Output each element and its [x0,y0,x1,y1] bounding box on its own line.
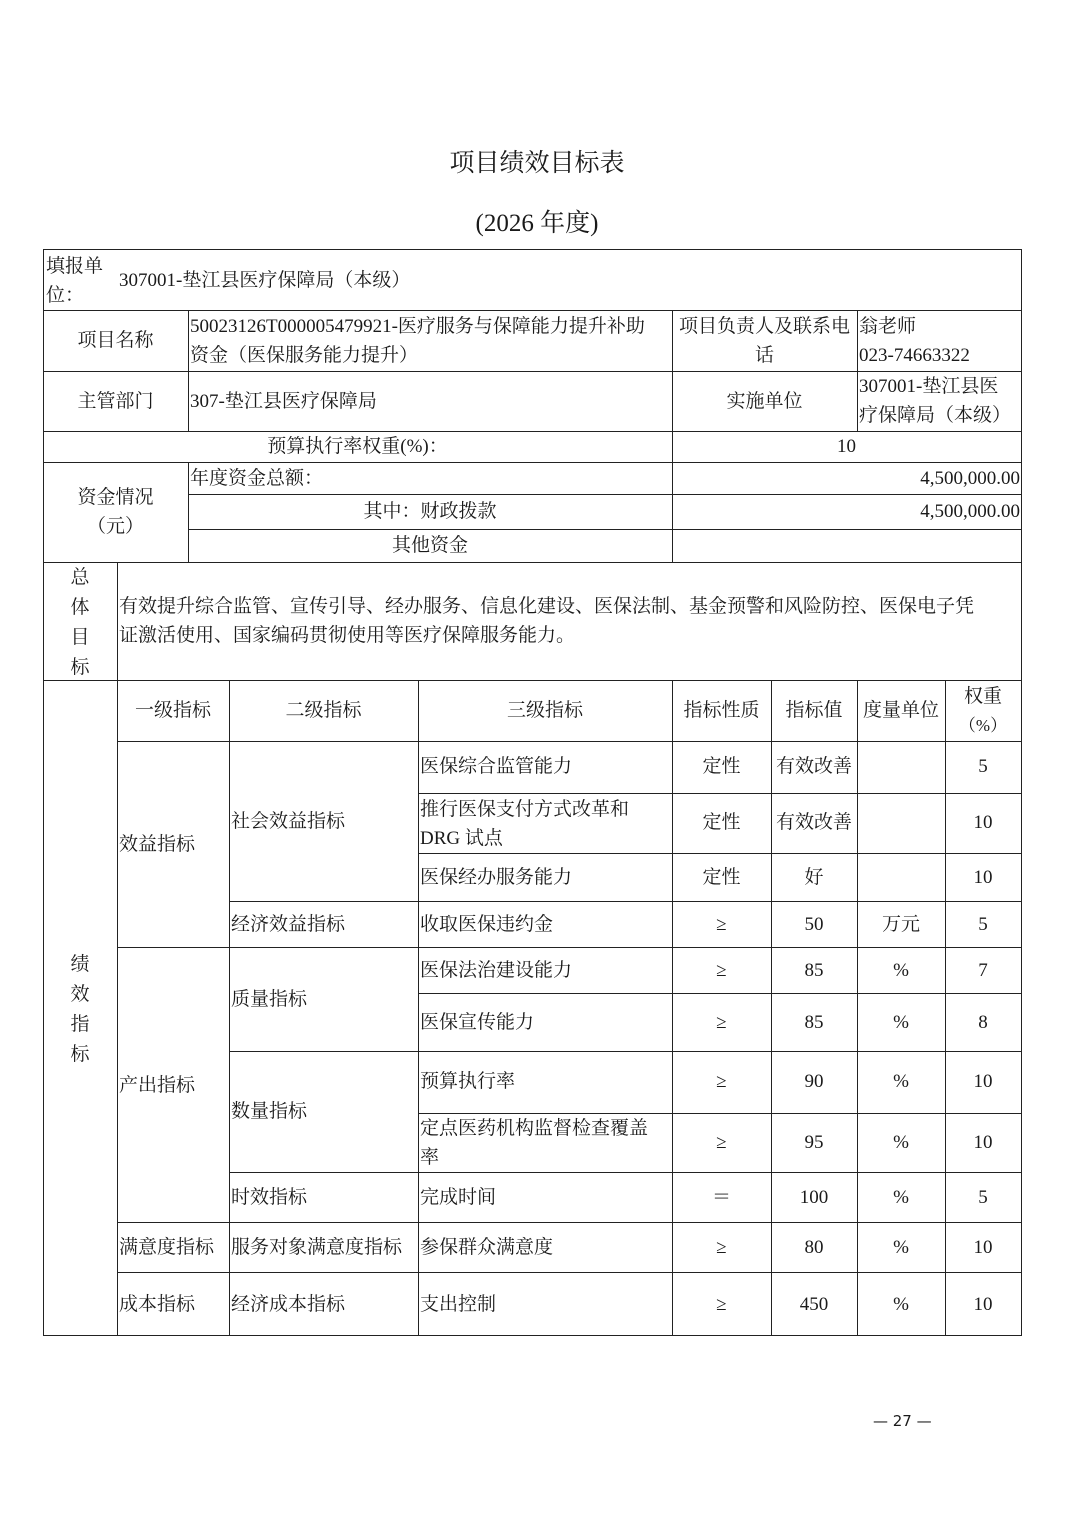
dept-label: 主管部门 [77,391,154,412]
impl-unit-label: 实施单位 [726,391,803,412]
level3-cell: 推行医保支付方式改革和 [420,799,630,820]
nature-cell: ≥ [716,1132,727,1153]
nature-cell: ＝ [711,1187,731,1208]
reporting-unit-label-2: 位： [46,285,85,306]
value-cell: 好 [804,867,824,888]
value-cell: 100 [799,1187,829,1208]
unit-cell: % [893,1237,909,1258]
unit-cell: % [893,960,909,981]
level1-group: 产出指标 [119,1075,196,1096]
unit-cell: % [893,1294,909,1315]
unit-cell: % [893,1071,909,1092]
funds-label: 资金情况 [77,487,154,508]
unit-cell: 万元 [881,914,920,935]
value-cell: 450 [799,1294,829,1315]
indicators-label: 绩 效 指 标 [70,954,90,1065]
weight-cell: 5 [978,756,988,777]
budget-weight-value: 10 [837,436,856,457]
nature-cell: 定性 [702,867,741,888]
funds-row-value: 4,500,000.00 [920,501,1020,522]
funds-row-label: 年度资金总额： [190,468,324,489]
weight-cell: 7 [978,960,988,981]
level2-group: 经济成本指标 [231,1294,346,1315]
level2-group: 经济效益指标 [231,914,346,935]
level1-group: 成本指标 [119,1294,196,1315]
col-header-level1: 一级指标 [134,700,211,721]
col-header-unit: 度量单位 [862,700,939,721]
value-cell: 80 [804,1237,824,1258]
project-name-label: 项目名称 [77,330,154,351]
weight-cell: 10 [973,867,993,888]
col-header-weight: 权重 [963,686,1002,707]
funds-row-value: 4,500,000.00 [920,468,1020,489]
funds-label-unit: （元） [86,516,144,537]
level3-cell: 完成时间 [420,1187,497,1208]
col-header-level2: 二级指标 [285,700,362,721]
col-header-weight-unit: （%） [958,716,1008,735]
dept-value: 307-垫江县医疗保障局 [190,391,377,412]
level2-group: 社会效益指标 [231,811,346,832]
value-cell: 90 [804,1071,824,1092]
nature-cell: ≥ [716,1294,727,1315]
nature-cell: 定性 [702,812,741,833]
budget-weight-label: 预算执行率权重(%)： [267,436,448,457]
project-name-value-2: 资金（医保服务能力提升） [190,345,419,366]
weight-cell: 8 [978,1012,988,1033]
impl-unit-value: 307001-垫江县医 [859,376,999,397]
contact-name: 翁老师 [859,316,917,337]
level3-cell: 医保宣传能力 [420,1012,535,1033]
weight-cell: 10 [973,1294,993,1315]
nature-cell: ≥ [716,1071,727,1092]
goal-text: 有效提升综合监管、宣传引导、经办服务、信息化建设、医保法制、基金预警和风险防控、医保电子凭 [119,596,975,617]
level3-cell: 参保群众满意度 [420,1237,554,1258]
level3-cell: 定点医药机构监督检查覆盖 [420,1118,649,1139]
contact-label-2: 话 [754,345,774,366]
level3-cell: 收取医保违约金 [420,914,554,935]
nature-cell: 定性 [702,756,741,777]
level3-cell: 支出控制 [420,1294,497,1315]
level1-group: 满意度指标 [119,1237,215,1258]
nature-cell: ≥ [716,1237,727,1258]
level3-cell: 医保法治建设能力 [420,960,573,981]
col-header-value: 指标值 [785,700,843,721]
funds-row-label: 其中：财政拨款 [363,501,497,522]
level2-group: 数量指标 [231,1101,308,1122]
nature-cell: ≥ [716,914,727,935]
level1-group: 效益指标 [119,834,196,855]
value-cell: 有效改善 [775,756,852,777]
unit-cell: % [893,1187,909,1208]
value-cell: 85 [804,960,824,981]
level3-cell: 医保经办服务能力 [420,867,573,888]
nature-cell: ≥ [716,1012,727,1033]
goal-label: 总 体 目 标 [70,567,90,678]
value-cell: 95 [804,1132,824,1153]
reporting-unit-value: 307001-垫江县医疗保障局（本级） [119,270,411,291]
value-cell: 85 [804,1012,824,1033]
impl-unit-value-2: 疗保障局（本级） [859,405,1012,426]
contact-label: 项目负责人及联系电 [678,316,850,337]
nature-cell: ≥ [716,960,727,981]
document-title: 项目绩效目标表 [449,150,625,177]
unit-cell: % [893,1132,909,1153]
weight-cell: 10 [973,1237,993,1258]
col-header-nature: 指标性质 [683,700,760,721]
page-number: — 27 — [873,1412,932,1430]
weight-cell: 10 [973,812,993,833]
level2-group: 服务对象满意度指标 [231,1237,403,1258]
level3-cell-line2: 率 [420,1147,440,1168]
level2-group: 时效指标 [231,1187,308,1208]
contact-phone: 023-74663322 [859,345,970,366]
level3-cell-line2: DRG 试点 [420,828,503,849]
reporting-unit-label: 填报单 [46,256,104,277]
value-cell: 有效改善 [775,812,852,833]
weight-cell: 10 [973,1132,993,1153]
level2-group: 质量指标 [231,989,308,1010]
document-subtitle: (2026 年度) [475,210,599,237]
weight-cell: 10 [973,1071,993,1092]
level3-cell: 预算执行率 [420,1071,516,1092]
project-name-value: 50023126T000005479921-医疗服务与保障能力提升补助 [190,316,645,337]
unit-cell: % [893,1012,909,1033]
weight-cell: 5 [978,914,988,935]
funds-row-label: 其他资金 [391,535,468,556]
level3-cell: 医保综合监管能力 [420,756,573,777]
goal-text-2: 证激活使用、国家编码贯彻使用等医疗保障服务能力。 [119,625,576,646]
weight-cell: 5 [978,1187,988,1208]
value-cell: 50 [804,914,824,935]
col-header-level3: 三级指标 [506,700,583,721]
